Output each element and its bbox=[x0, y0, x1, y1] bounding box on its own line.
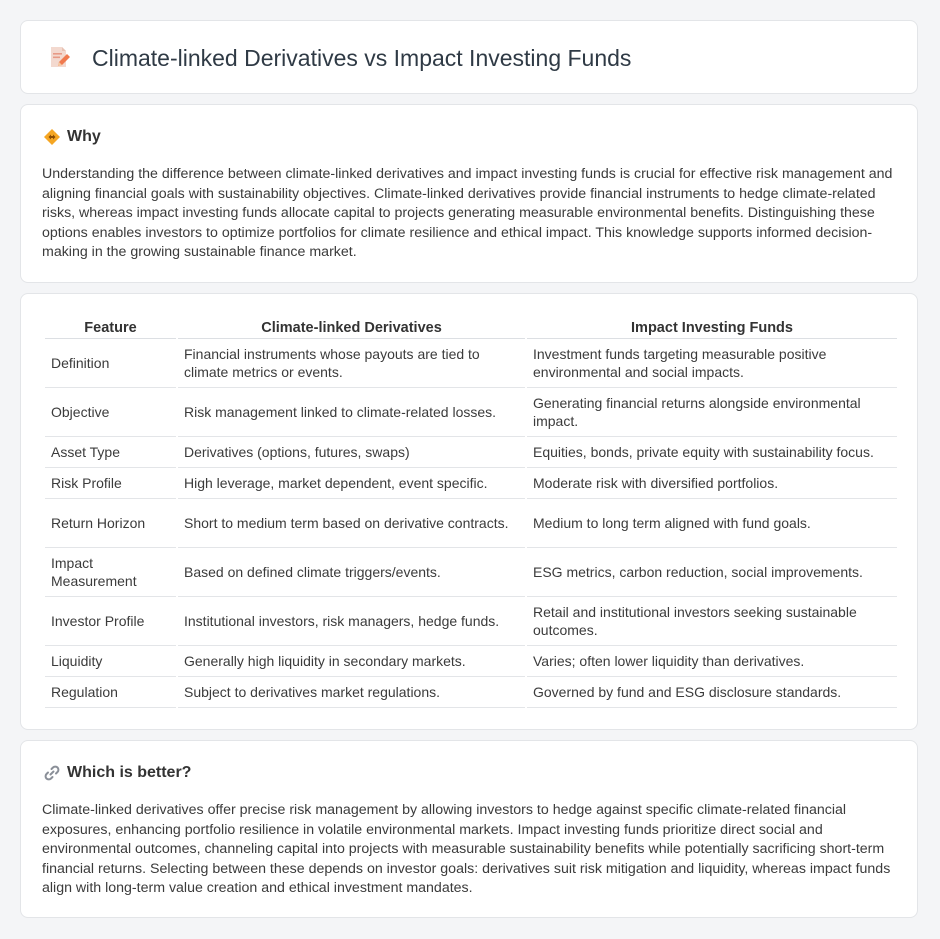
header-impact-investing-funds: Impact Investing Funds bbox=[527, 316, 897, 339]
feature-cell: Investor Profile bbox=[45, 597, 176, 646]
header-climate-linked-derivatives: Climate-linked Derivatives bbox=[178, 316, 525, 339]
feature-cell: Definition bbox=[45, 339, 176, 388]
table-row bbox=[45, 437, 897, 468]
funds-cell: Generating financial returns alongside environmental impact. bbox=[527, 388, 897, 437]
derivatives-cell: Risk management linked to climate-related losses. bbox=[178, 388, 525, 437]
feature-cell: Liquidity bbox=[45, 646, 176, 677]
table-row bbox=[45, 646, 897, 677]
funds-cell: Investment funds targeting measurable positive environmental and social impacts. bbox=[527, 339, 897, 388]
funds-cell: Equities, bonds, private equity with sustainability focus. bbox=[527, 437, 897, 468]
table-row bbox=[45, 597, 897, 646]
table-row bbox=[45, 388, 897, 437]
derivatives-cell: Short to medium term based on derivative contracts. bbox=[178, 499, 525, 548]
table-row bbox=[45, 499, 897, 548]
derivatives-cell: Generally high liquidity in secondary markets. bbox=[178, 646, 525, 677]
feature-cell: Regulation bbox=[45, 677, 176, 708]
comparison-table bbox=[43, 316, 899, 708]
page-title: Climate-linked Derivatives vs Impact Investing Funds bbox=[92, 45, 632, 71]
table-row bbox=[45, 677, 897, 708]
derivatives-cell: Subject to derivatives market regulations. bbox=[178, 677, 525, 708]
better-title: Which is better? bbox=[67, 764, 192, 781]
why-text: Understanding the difference between climate-linked derivatives and impact investing funds is crucial for effective risk management and aligning financial goals with sustainability objectives. Climate-linked derivatives provide financial instruments to hedge climate-related risks, whereas impact investing funds allocate capital to projects generating measurable environmental benefits. Distinguishing these options enables investors to optimize portfolios for climate resilience and ethical impact. This knowledge supports informed decision-making in the growing sustainable finance market. bbox=[42, 166, 893, 261]
link-icon bbox=[43, 764, 61, 782]
table-header-row bbox=[45, 316, 897, 339]
funds-cell: Varies; often lower liquidity than derivatives. bbox=[527, 646, 897, 677]
derivatives-cell: Financial instruments whose payouts are tied to climate metrics or events. bbox=[178, 339, 525, 388]
comparison-section bbox=[20, 293, 918, 730]
why-section bbox=[20, 104, 918, 283]
why-heading bbox=[43, 127, 101, 147]
funds-cell: Moderate risk with diversified portfolios. bbox=[527, 468, 897, 499]
derivatives-cell: High leverage, market dependent, event specific. bbox=[178, 468, 525, 499]
feature-cell: Risk Profile bbox=[45, 468, 176, 499]
funds-cell: Retail and institutional investors seeking sustainable outcomes. bbox=[527, 597, 897, 646]
funds-cell: Medium to long term aligned with fund goals. bbox=[527, 499, 897, 548]
better-heading bbox=[43, 763, 191, 783]
feature-cell: Objective bbox=[45, 388, 176, 437]
feature-cell: Asset Type bbox=[45, 437, 176, 468]
derivatives-cell: Derivatives (options, futures, swaps) bbox=[178, 437, 525, 468]
document-pencil-icon bbox=[47, 45, 71, 69]
table-row bbox=[45, 548, 897, 597]
table-row bbox=[45, 339, 897, 388]
diamond-arrows-icon bbox=[43, 128, 61, 146]
derivatives-cell: Based on defined climate triggers/events. bbox=[178, 548, 525, 597]
feature-cell: Return Horizon bbox=[45, 499, 176, 548]
why-title: Why bbox=[67, 128, 101, 145]
funds-cell: ESG metrics, carbon reduction, social improvements. bbox=[527, 548, 897, 597]
header-card bbox=[20, 20, 918, 94]
header-feature: Feature bbox=[45, 316, 176, 339]
derivatives-cell: Institutional investors, risk managers, hedge funds. bbox=[178, 597, 525, 646]
better-text: Climate-linked derivatives offer precise risk management by allowing investors to hedge against specific climate-related financial exposures, enhancing portfolio resilience in volatile environmental markets. Impact investing funds prioritize direct social and environmental outcomes, channeling capital into projects with measurable sustainability benefits while potentially sacrificing short-term financial returns. Selecting between these depends on investor goals: derivatives suit risk mitigation and liquidity, whereas impact funds align with long-term value creation and ethical investment mandates. bbox=[42, 802, 891, 897]
funds-cell: Governed by fund and ESG disclosure standards. bbox=[527, 677, 897, 708]
feature-cell: Impact Measurement bbox=[45, 548, 176, 597]
table-row bbox=[45, 468, 897, 499]
which-is-better-section bbox=[20, 740, 918, 918]
